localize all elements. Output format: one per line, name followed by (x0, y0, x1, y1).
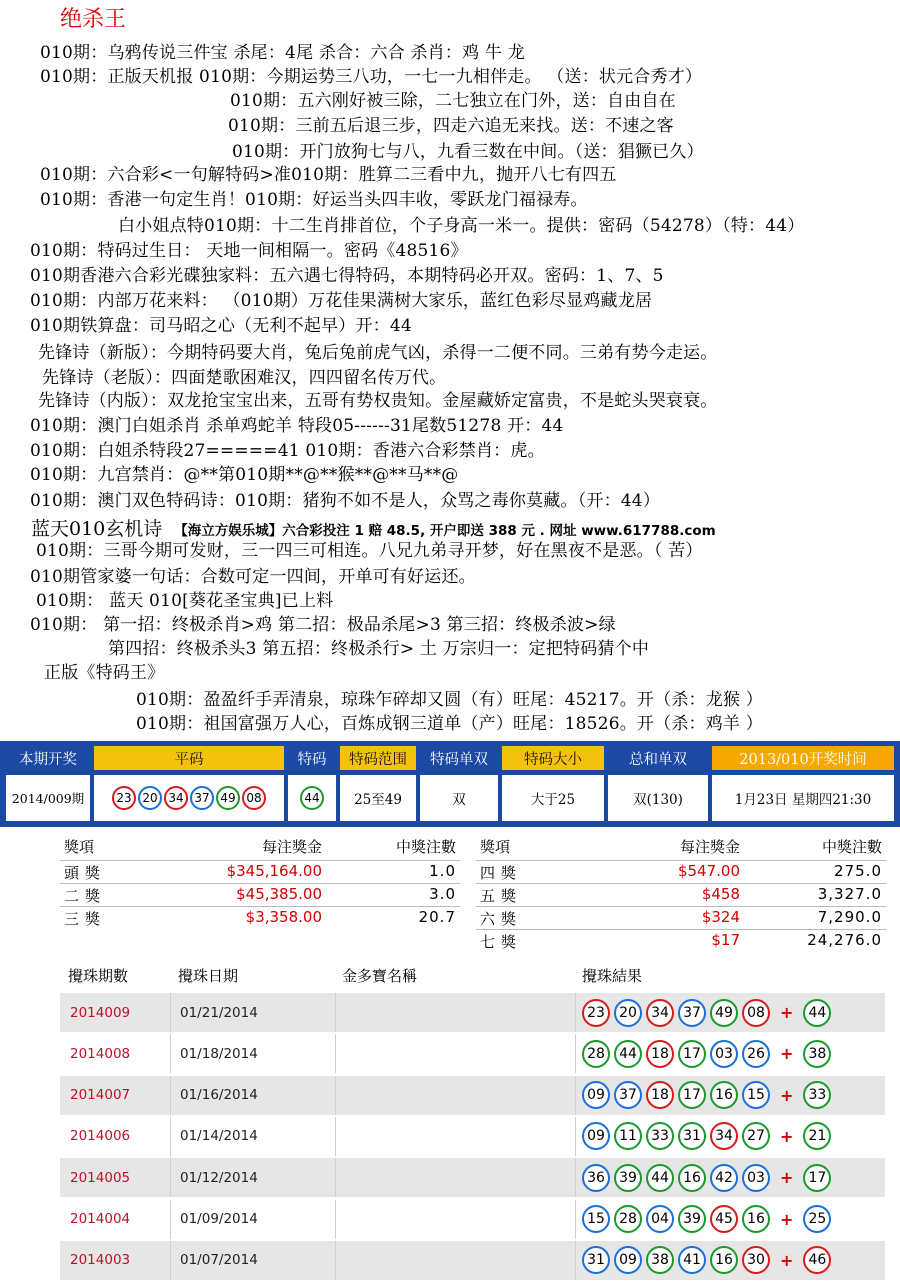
text-line: 010期：乌鸦传说三件宝 杀尾：4尾 杀合：六合 杀肖：鸡 牛 龙 (40, 43, 525, 63)
draw-header-time: 2013/010开奖时间 (712, 746, 894, 770)
prize-row-divider (476, 860, 886, 861)
prize-header-amount: 每注獎金 (679, 838, 740, 856)
lottery-ball: 08 (242, 786, 266, 810)
prize-count: 3,327.0 (817, 885, 882, 903)
lottery-ball: 03 (742, 1164, 770, 1192)
prize-name: 頭獎 (64, 864, 107, 882)
lottery-ball: 33 (646, 1122, 674, 1150)
right-prize-block (476, 836, 886, 956)
text-line: 正版《特码王》 (44, 663, 165, 683)
text-line: 010期：澳门双色特码诗：010期：猪狗不如不是人，众骂之毒你莫藏。（开：44） (30, 491, 661, 511)
prize-amount: $458 (701, 885, 740, 903)
history-balls (582, 993, 835, 1032)
prize-header-name: 獎項 (64, 838, 95, 856)
column-divider (575, 1241, 576, 1280)
plus-sign: + (780, 1250, 794, 1270)
special-ball: 17 (803, 1164, 831, 1192)
prize-count: 7,290.0 (817, 908, 882, 926)
history-header-issue: 攪珠期數 (68, 967, 129, 985)
prize-amount: $3,358.00 (245, 908, 322, 926)
draw-header-sum: 总和单双 (608, 746, 708, 770)
column-divider (170, 1034, 171, 1073)
lottery-ball: 15 (582, 1205, 610, 1233)
lottery-ball: 44 (614, 1040, 642, 1068)
prize-header-amount: 每注獎金 (261, 838, 322, 856)
special-ball: 21 (803, 1122, 831, 1150)
lottery-ball: 16 (710, 1081, 738, 1109)
history-issue: 2014006 (70, 1128, 131, 1145)
draw-issue: 2014/009期 (6, 775, 90, 821)
text-line: 先锋诗（老版）：四面楚歌困难汉，四四留名传万代。 (42, 368, 447, 388)
lottery-ball: 34 (710, 1122, 738, 1150)
draw-header-big-small: 特码大小 (502, 746, 604, 770)
text-line: 先锋诗（内版）：双龙抢宝宝出来，五哥有势权贵知。金屋藏娇定富贵，不是蛇头哭衰衰。 (38, 391, 718, 411)
plus-sign: + (780, 1085, 794, 1105)
lottery-ball: 04 (646, 1205, 674, 1233)
column-divider (575, 1200, 576, 1239)
lottery-ball: 31 (582, 1246, 610, 1274)
history-balls (582, 1076, 835, 1115)
prize-name: 四獎 (480, 864, 523, 882)
lottery-ball: 37 (614, 1081, 642, 1109)
prize-count: 20.7 (418, 908, 456, 926)
lottery-ball: 11 (614, 1122, 642, 1150)
lottery-ball: 34 (164, 786, 188, 810)
prize-row-divider (60, 906, 460, 907)
prize-row-divider (60, 860, 460, 861)
history-header-date: 攪珠日期 (178, 967, 239, 985)
lottery-ball: 39 (614, 1164, 642, 1192)
history-header-name: 金多寶名稱 (342, 967, 418, 985)
text-line: 010期：盈盈纤手弄清泉，琼珠乍碎却又圆（有）旺尾：45217。开（杀：龙猴 ） (136, 690, 763, 710)
lottery-ball: 17 (678, 1081, 706, 1109)
column-divider (575, 1076, 576, 1115)
history-date: 01/12/2014 (180, 1169, 258, 1186)
text-line: 010期：六合彩<一句解特码>准010期：胜算二三看中九，抛开八七有四五 (40, 165, 617, 185)
special-ball: 25 (803, 1205, 831, 1233)
draw-odd-even: 双 (420, 775, 498, 821)
lottery-ball: 36 (582, 1164, 610, 1192)
column-divider (335, 993, 336, 1032)
draw-result-table (0, 741, 900, 827)
page-title: 绝杀王 (60, 7, 127, 32)
text-line: 010期：祖国富强万人心，百炼成钢三道单（产）旺尾：18526。开（杀：鸡羊 ） (136, 714, 763, 734)
special-ball: 38 (803, 1040, 831, 1068)
lottery-ball: 18 (646, 1081, 674, 1109)
text-line: 010期：三哥今期可发财，三一四三可相连。八兄九弟寻开梦，好在黑夜不是恶。（ 苦） (36, 541, 703, 561)
lottery-ball: 41 (678, 1246, 706, 1274)
text-line: 010期：开门放狗七与八，九看三数在中间。（送：猖獗已久） (232, 142, 704, 162)
history-issue: 2014004 (70, 1211, 131, 1227)
prize-count: 24,276.0 (807, 931, 882, 949)
prize-header-count: 中獎注數 (821, 838, 882, 856)
history-header (60, 960, 885, 990)
lottery-ball: 15 (742, 1081, 770, 1109)
draw-header-normal: 平码 (94, 746, 284, 770)
prize-row-divider (476, 929, 886, 930)
lottery-ball: 37 (678, 999, 706, 1027)
lottery-ball: 45 (710, 1205, 738, 1233)
text-line: 010期：三前五后退三步，四走六追无来找。送：不速之客 (228, 116, 674, 136)
column-divider (170, 1117, 171, 1156)
draw-header-odd-even: 特码单双 (420, 746, 498, 770)
lottery-ball: 44 (646, 1164, 674, 1192)
column-divider (335, 1200, 336, 1239)
special-ball: 33 (803, 1081, 831, 1109)
lottery-ball: 20 (614, 999, 642, 1027)
ad-prefix: 蓝天010玄机诗 (31, 518, 163, 540)
column-divider (170, 1241, 171, 1280)
text-line: 010期铁算盘：司马昭之心（无利不起早）开：44 (30, 316, 412, 336)
column-divider (170, 1158, 171, 1197)
history-date: 01/18/2014 (180, 1045, 258, 1062)
prize-header-count: 中獎注數 (395, 838, 456, 856)
draw-big-small: 大于25 (502, 775, 604, 821)
special-ball: 44 (300, 786, 324, 810)
lottery-ball: 34 (646, 999, 674, 1027)
history-row (60, 1241, 885, 1280)
history-row (60, 1117, 885, 1156)
lottery-ball: 09 (582, 1081, 610, 1109)
text-line: 010期香港六合彩光碟独家料：五六遇七得特码，本期特码必开双。密码：1、7、5 (30, 266, 664, 286)
text-line: 白小姐点特010期：十二生肖排首位，个子身高一米一。提供：密码（54278）（特：44） (118, 216, 805, 236)
column-divider (335, 1241, 336, 1280)
lottery-ball: 17 (678, 1040, 706, 1068)
text-line: 先锋诗（新版）：今期特码要大肖，兔后兔前虎气凶，杀得一二便不同。三弟有势今走运。 (38, 343, 718, 363)
prize-name: 六獎 (480, 910, 523, 928)
prize-count: 1.0 (429, 862, 456, 880)
lottery-ball: 30 (742, 1246, 770, 1274)
lottery-ball: 18 (646, 1040, 674, 1068)
prize-row-divider (476, 906, 886, 907)
text-line: 010期：香港一句定生肖！010期：好运当头四丰收，零跃龙门福禄寿。 (40, 190, 588, 210)
prize-row-divider (476, 883, 886, 884)
history-header-result: 攪珠結果 (582, 967, 643, 985)
lottery-ball: 26 (742, 1040, 770, 1068)
lottery-ball: 38 (646, 1246, 674, 1274)
column-divider (335, 1117, 336, 1156)
draw-header-special: 特码 (288, 746, 336, 770)
draw-special-ball (288, 775, 336, 821)
plus-sign: + (780, 1168, 794, 1188)
prize-name: 三獎 (64, 910, 107, 928)
lottery-ball: 08 (742, 999, 770, 1027)
text-line: 010期：白姐杀特段27=====41 010期：香港六合彩禁肖：虎。 (30, 441, 545, 461)
column-divider (335, 1158, 336, 1197)
lottery-ball: 23 (112, 786, 136, 810)
lottery-ball: 49 (216, 786, 240, 810)
lottery-ball: 23 (582, 999, 610, 1027)
prize-count: 3.0 (429, 885, 456, 903)
history-issue: 2014009 (70, 1004, 131, 1021)
history-issue: 2014005 (70, 1169, 131, 1186)
column-divider (170, 993, 171, 1032)
history-date: 01/14/2014 (180, 1128, 258, 1145)
history-row (60, 993, 885, 1032)
text-line: 010期： 蓝天 010[葵花圣宝典]已上料 (36, 591, 334, 611)
column-divider (335, 1076, 336, 1115)
prize-name: 七獎 (480, 933, 523, 951)
text-line: 010期管家婆一句话：合数可定一四间，开单可有好运还。 (30, 567, 476, 587)
lottery-ball: 49 (710, 999, 738, 1027)
ad-banner (31, 514, 716, 541)
history-balls (582, 1158, 835, 1197)
draw-header-current: 本期开奖 (6, 746, 90, 770)
prize-amount: $547.00 (677, 862, 740, 880)
column-divider (575, 1158, 576, 1197)
history-date: 01/21/2014 (180, 1004, 258, 1021)
plus-sign: + (780, 1209, 794, 1229)
special-ball: 44 (803, 999, 831, 1027)
lottery-ball: 31 (678, 1122, 706, 1150)
lottery-ball: 39 (678, 1205, 706, 1233)
lottery-ball: 28 (582, 1040, 610, 1068)
draw-range: 25至49 (340, 775, 416, 821)
lottery-ball: 03 (710, 1040, 738, 1068)
column-divider (575, 993, 576, 1032)
left-prize-block (60, 836, 460, 956)
lottery-ball: 09 (582, 1122, 610, 1150)
lottery-ball: 20 (138, 786, 162, 810)
draw-normal-balls (94, 775, 284, 821)
text-line: 010期：澳门白姐杀肖 杀单鸡蛇羊 特段05------31尾数51278 开：44 (30, 416, 564, 436)
column-divider (575, 1034, 576, 1073)
text-line: 010期：九宫禁肖：@**第010期**@**猴**@**马**@ (30, 465, 459, 485)
history-balls (582, 1117, 835, 1156)
history-row (60, 1200, 885, 1239)
history-row (60, 1076, 885, 1115)
history-balls (582, 1200, 835, 1239)
ad-bold-text: 【海立方娱乐城】六合彩投注 1 赔 48.5, 开户即送 388 元 . 网址 www.617788.com (174, 523, 716, 539)
column-divider (170, 1076, 171, 1115)
history-date: 01/07/2014 (180, 1252, 258, 1269)
draw-time: 1月23日 星期四21:30 (712, 775, 894, 821)
lottery-ball: 16 (742, 1205, 770, 1233)
column-divider (575, 1117, 576, 1156)
lottery-ball: 27 (742, 1122, 770, 1150)
text-line: 010期：正版天机报 010期：今期运势三八功，一七一九相伴走。 （送：状元合秀才） (40, 67, 703, 87)
prize-row-divider (60, 883, 460, 884)
history-issue: 2014007 (70, 1087, 131, 1104)
plus-sign: + (780, 1003, 794, 1022)
prize-amount: $17 (711, 931, 740, 949)
history-issue: 2014003 (70, 1252, 131, 1269)
plus-sign: + (780, 1044, 794, 1064)
text-line: 第四招：终极杀头3 第五招：终极杀行> 土 万宗归一：定把特码猜个中 (108, 639, 650, 659)
history-issue: 2014008 (70, 1045, 131, 1062)
plus-sign: + (780, 1126, 794, 1146)
lottery-ball: 37 (190, 786, 214, 810)
history-balls (582, 1034, 835, 1073)
lottery-ball: 28 (614, 1205, 642, 1233)
text-line: 010期：特码过生日： 天地一间相隔一。密码《48516》 (30, 241, 468, 261)
history-date: 01/16/2014 (180, 1087, 258, 1104)
prize-name: 二獎 (64, 887, 107, 905)
prize-name: 五獎 (480, 887, 523, 905)
text-line: 010期：五六刚好被三除，二七独立在门外，送：自由自在 (230, 91, 676, 111)
history-balls (582, 1241, 835, 1280)
column-divider (170, 1200, 171, 1239)
text-line: 010期： 第一招：终极杀肖>鸡 第二招：极品杀尾>3 第三招：终极杀波>绿 (30, 615, 616, 635)
draw-header-range: 特码范围 (340, 746, 416, 770)
history-row (60, 1158, 885, 1197)
lottery-ball: 09 (614, 1246, 642, 1274)
prize-count: 275.0 (834, 862, 882, 880)
prize-amount: $324 (701, 908, 740, 926)
lottery-ball: 16 (678, 1164, 706, 1192)
column-divider (335, 1034, 336, 1073)
lottery-ball: 42 (710, 1164, 738, 1192)
prize-amount: $345,164.00 (226, 862, 322, 880)
prize-header-name: 獎項 (480, 838, 511, 856)
special-ball: 46 (803, 1246, 831, 1274)
history-date: 01/09/2014 (180, 1211, 258, 1227)
prize-amount: $45,385.00 (236, 885, 322, 903)
history-row (60, 1034, 885, 1073)
text-line: 010期：内部万花来料： （010期）万花佳果满树大家乐，蓝红色彩尽显鸡藏龙居 (30, 291, 653, 311)
draw-sum: 双(130) (608, 775, 708, 821)
lottery-ball: 16 (710, 1246, 738, 1274)
